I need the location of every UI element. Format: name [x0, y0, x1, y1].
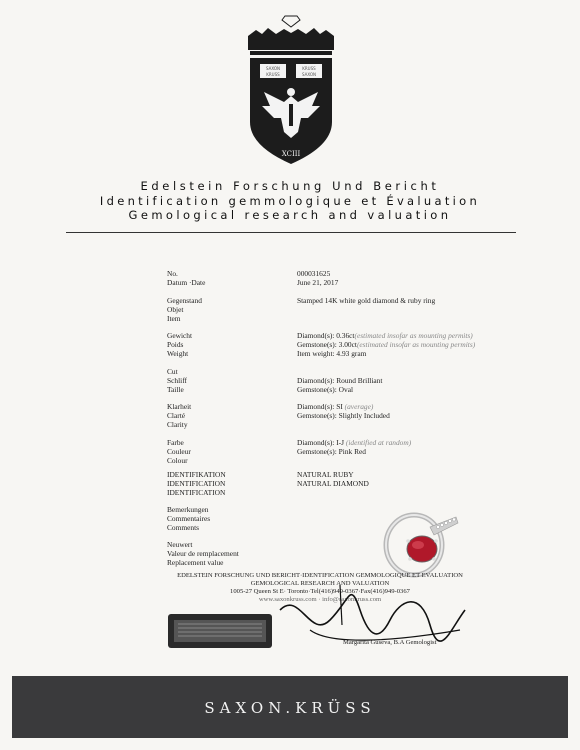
brand-bar [12, 676, 568, 738]
ident-label-de: IDENTIFIKATION [167, 470, 226, 479]
comments-label-de: Bemerkungen [167, 505, 209, 514]
header-line-german: Edelstein Forschung Und Bericht [140, 179, 440, 193]
colour-label-de: Farbe [167, 438, 184, 447]
clarity-label-en: Clarity [167, 420, 188, 429]
value-label-en: Replacement value [167, 558, 224, 567]
cut-label-fr: Taille [167, 385, 184, 394]
report-date-label: Datum ·Date [167, 278, 206, 287]
crest-emblem [246, 14, 336, 166]
brand-logo-text: SAXON.KRÜSS [204, 699, 376, 717]
clarity-gemstone: Gemstone(s): Slightly Included [297, 411, 390, 420]
value-label-fr: Valeur de remplacement [167, 549, 239, 558]
cut-diamond: Diamond(s): Round Brilliant [297, 376, 383, 385]
item-label-de: Gegenstand [167, 296, 202, 305]
cut-gemstone: Gemstone(s): Oval [297, 385, 354, 394]
header-divider [66, 232, 516, 233]
cut-label-en: Cut [167, 367, 178, 376]
item-value: Stamped 14K white gold diamond & ruby ring [297, 296, 436, 305]
header-line-french: Identification gemmologique et Évaluation [99, 194, 481, 208]
shield-text-right-1: KRUSS [302, 66, 316, 71]
weight-diamond: Diamond(s): 0.36ct(estimated insofar as mounting permits) [297, 331, 473, 340]
colour-label-en: Colour [167, 456, 188, 465]
colour-label-fr: Couleur [167, 447, 191, 456]
footer-address: 1005-27 Queen St E· Toronto·Tel(416)949-0367·Fax(416)949-0367 [230, 588, 410, 595]
report-number-value: 000031625 [297, 269, 331, 278]
weight-label-fr: Poids [167, 340, 184, 349]
hologram-seal [168, 614, 272, 648]
footer-website: www.saxonkruss.com · info@saxonkruss.com [258, 596, 382, 603]
ident-label-fr: IDENTIFICATION [167, 479, 226, 488]
weight-gemstone: Gemstone(s): 3.00ct(estimated insofar as mounting permits) [297, 340, 476, 349]
clarity-label-fr: Clarté [167, 411, 186, 420]
header-line-english: Gemological research and valuation [128, 208, 452, 222]
weight-item: Item weight: 4.93 gram [297, 349, 367, 358]
shield-text-right-2: SAXON [302, 72, 316, 77]
colour-gemstone: Gemstone(s): Pink Red [297, 447, 366, 456]
weight-label-de: Gewicht [167, 331, 193, 340]
crest-motto: XCIII [281, 150, 301, 158]
ident-label-en: IDENTIFICATION [167, 488, 226, 497]
shield-text-left-1: SAXON [266, 66, 280, 71]
gemologist-name: Margarita Guseva, B.A Gemologist [343, 639, 437, 646]
report-number-label: No. [167, 269, 178, 278]
shield-text-left-2: KRUSS [266, 72, 280, 77]
item-label-en: Item [167, 314, 181, 323]
comments-label-fr: Commentaires [167, 514, 211, 523]
ident-diamond: NATURAL DIAMOND [297, 479, 369, 488]
report-date-value: June 21, 2017 [297, 278, 339, 287]
clarity-diamond: Diamond(s): SI (average) [297, 402, 374, 411]
footer-line-1: EDELSTEIN FORSCHUNG UND BERICHT·IDENTIFICATION GEMMOLOGIQUE ET EVALUATION [177, 572, 463, 579]
footer-line-2: GEMOLOGICAL RESEARCH AND VALUATION [250, 580, 390, 587]
clarity-label-de: Klarheit [167, 402, 192, 411]
comments-label-en: Comments [167, 523, 200, 532]
value-label-de: Neuwert [167, 540, 193, 549]
cut-label-de: Schliff [167, 376, 187, 385]
ident-ruby: NATURAL RUBY [297, 470, 354, 479]
weight-label-en: Weight [167, 349, 189, 358]
gemologist-signature [270, 570, 470, 650]
colour-diamond: Diamond(s): I-J (identified at random) [297, 438, 412, 447]
item-label-fr: Objet [167, 305, 184, 314]
